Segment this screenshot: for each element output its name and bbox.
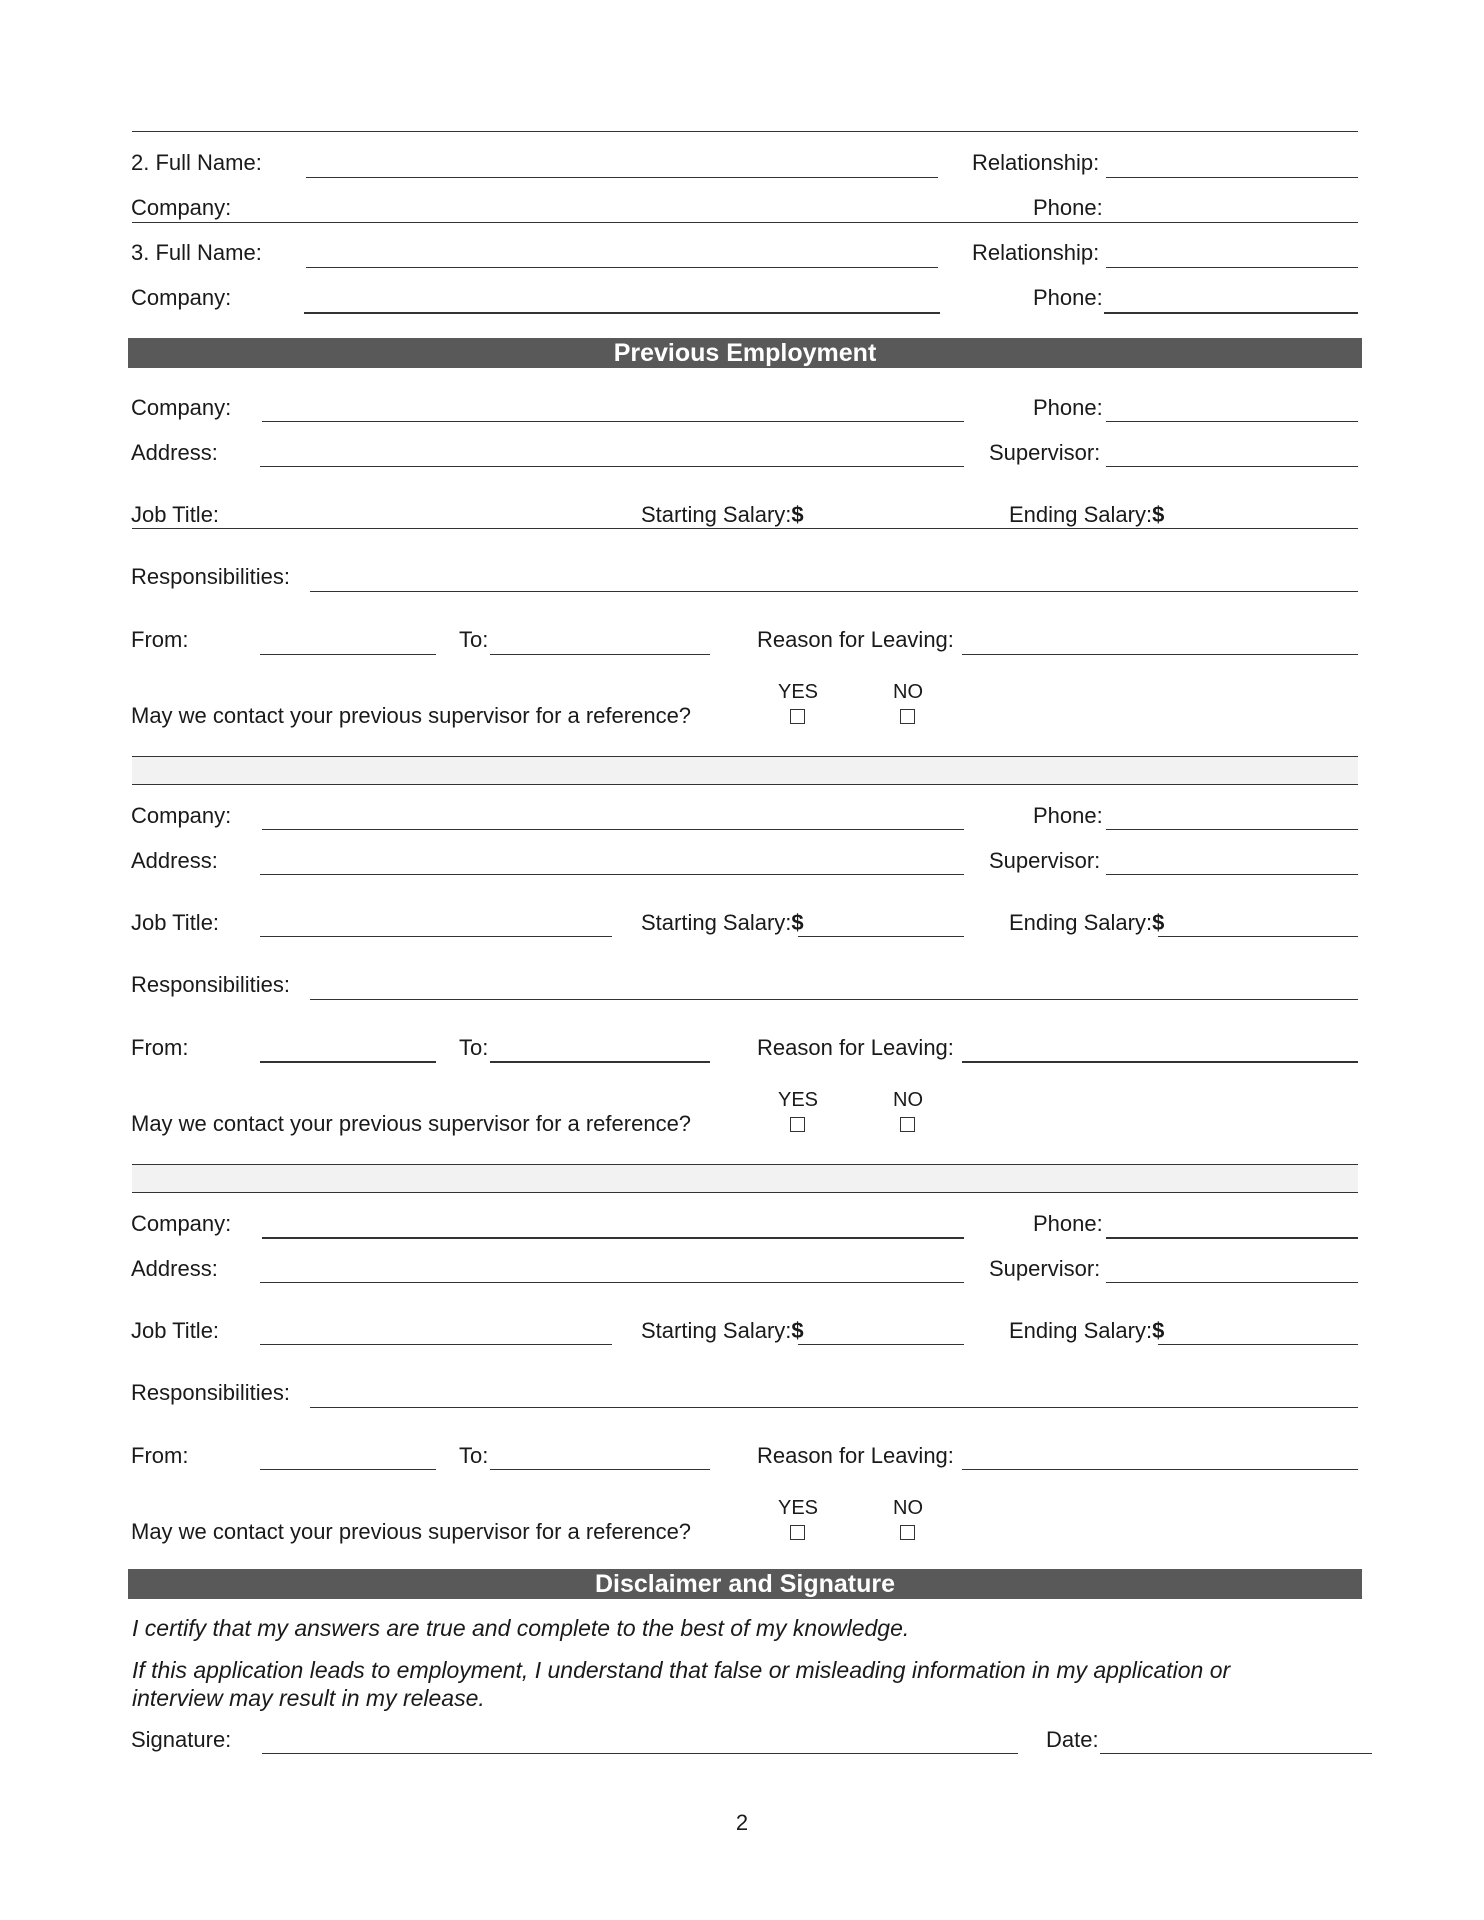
emp1-reason-label: Reason for Leaving: xyxy=(757,627,954,652)
emp1-responsibilities-field[interactable] xyxy=(310,591,1358,592)
date-field[interactable] xyxy=(1100,1753,1372,1754)
emp1-ending-salary-label: Ending Salary:$ xyxy=(1009,502,1165,527)
emp2-from-field[interactable] xyxy=(260,1061,436,1063)
emp3-reason-field[interactable] xyxy=(962,1469,1358,1470)
emp1-job-title-label: Job Title: xyxy=(131,502,220,527)
emp3-ending-salary-label: Ending Salary:$ xyxy=(1009,1318,1165,1343)
emp3-phone-label: Phone: xyxy=(1033,1211,1103,1236)
emp3-starting-salary-field[interactable] xyxy=(798,1344,964,1345)
emp1-contact-yes-checkbox[interactable] xyxy=(790,709,805,724)
ref3-phone-field[interactable] xyxy=(1104,312,1358,314)
emp2-responsibilities-field[interactable] xyxy=(310,999,1358,1000)
emp2-from-label: From: xyxy=(131,1035,189,1060)
emp1-reason-field[interactable] xyxy=(962,654,1358,655)
emp3-contact-question: May we contact your previous supervisor for a reference? xyxy=(131,1519,692,1544)
emp3-to-label: To: xyxy=(459,1443,489,1468)
emp1-company-label: Company: xyxy=(131,395,232,420)
emp2-reason-label: Reason for Leaving: xyxy=(757,1035,954,1060)
ref2-full-name-label: 2. Full Name: xyxy=(131,150,262,175)
emp2-address-field[interactable] xyxy=(260,874,964,875)
emp1-supervisor-label: Supervisor: xyxy=(989,440,1101,465)
emp2-job-title-field[interactable] xyxy=(260,936,612,937)
emp2-no-label: NO xyxy=(893,1089,923,1111)
emp3-responsibilities-field[interactable] xyxy=(310,1407,1358,1408)
emp2-address-label: Address: xyxy=(131,848,218,873)
emp3-from-label: From: xyxy=(131,1443,189,1468)
ref3-full-name-label: 3. Full Name: xyxy=(131,240,262,265)
emp2-starting-salary-field[interactable] xyxy=(798,936,964,937)
ref2-company-field[interactable] xyxy=(132,222,1358,223)
emp3-to-field[interactable] xyxy=(490,1469,710,1470)
emp1-address-field[interactable] xyxy=(260,466,964,467)
ref3-full-name-field[interactable] xyxy=(306,267,938,268)
emp1-from-field[interactable] xyxy=(260,654,436,655)
emp1-phone-label: Phone: xyxy=(1033,395,1103,420)
emp1-job-salary-field[interactable] xyxy=(132,528,1358,529)
emp3-address-label: Address: xyxy=(131,1256,218,1281)
emp3-ending-salary-field[interactable] xyxy=(1158,1344,1358,1345)
emp1-address-label: Address: xyxy=(131,440,218,465)
emp2-company-label: Company: xyxy=(131,803,232,828)
top-divider xyxy=(132,131,1358,132)
emp2-phone-field[interactable] xyxy=(1106,829,1358,830)
emp3-supervisor-label: Supervisor: xyxy=(989,1256,1101,1281)
emp1-company-field[interactable] xyxy=(262,421,964,422)
emp3-supervisor-field[interactable] xyxy=(1106,1282,1358,1283)
date-label: Date: xyxy=(1046,1727,1099,1752)
emp2-company-field[interactable] xyxy=(262,829,964,830)
emp2-to-field[interactable] xyxy=(490,1061,710,1063)
emp3-company-field[interactable] xyxy=(262,1237,964,1239)
emp1-to-field[interactable] xyxy=(490,654,710,655)
emp1-from-label: From: xyxy=(131,627,189,652)
emp2-responsibilities-label: Responsibilities: xyxy=(131,972,290,997)
disclaimer-statement-2-line-2: interview may result in my release. xyxy=(132,1685,485,1711)
signature-field[interactable] xyxy=(262,1753,1018,1754)
emp2-yes-label: YES xyxy=(777,1089,819,1111)
emp1-no-label: NO xyxy=(893,681,923,703)
ref2-relationship-label: Relationship: xyxy=(972,150,1100,175)
ref3-phone-label: Phone: xyxy=(1033,285,1103,310)
disclaimer-statement-1: I certify that my answers are true and complete to the best of my knowledge. xyxy=(132,1615,910,1641)
emp2-contact-yes-checkbox[interactable] xyxy=(790,1117,805,1132)
emp2-job-title-label: Job Title: xyxy=(131,910,220,935)
emp3-job-title-label: Job Title: xyxy=(131,1318,220,1343)
emp3-reason-label: Reason for Leaving: xyxy=(757,1443,954,1468)
emp2-ending-salary-field[interactable] xyxy=(1158,936,1358,937)
ref2-full-name-field[interactable] xyxy=(306,177,938,178)
emp3-contact-no-checkbox[interactable] xyxy=(900,1525,915,1540)
emp3-company-label: Company: xyxy=(131,1211,232,1236)
disclaimer-header: Disclaimer and Signature xyxy=(128,1569,1362,1599)
ref3-company-label: Company: xyxy=(131,285,232,310)
ref2-relationship-field[interactable] xyxy=(1106,177,1358,178)
entry-separator-2 xyxy=(132,1164,1358,1193)
disclaimer-statement-2-line-1: If this application leads to employment, I understand that false or misleading information in my application or xyxy=(132,1657,1231,1683)
emp1-phone-field[interactable] xyxy=(1106,421,1358,422)
emp2-to-label: To: xyxy=(459,1035,489,1060)
emp1-contact-no-checkbox[interactable] xyxy=(900,709,915,724)
ref2-phone-label: Phone: xyxy=(1033,195,1103,220)
emp2-contact-question: May we contact your previous supervisor for a reference? xyxy=(131,1111,692,1136)
signature-label: Signature: xyxy=(131,1727,232,1752)
emp2-ending-salary-label: Ending Salary:$ xyxy=(1009,910,1165,935)
ref2-company-label: Company: xyxy=(131,195,232,220)
ref3-relationship-label: Relationship: xyxy=(972,240,1100,265)
emp2-contact-no-checkbox[interactable] xyxy=(900,1117,915,1132)
page-number: 2 xyxy=(735,1810,749,1835)
emp3-from-field[interactable] xyxy=(260,1469,436,1470)
emp1-to-label: To: xyxy=(459,627,489,652)
emp1-contact-question: May we contact your previous supervisor for a reference? xyxy=(131,703,692,728)
emp2-starting-salary-label: Starting Salary:$ xyxy=(641,910,804,935)
ref3-relationship-field[interactable] xyxy=(1106,267,1358,268)
ref3-company-field[interactable] xyxy=(304,312,940,314)
emp1-supervisor-field[interactable] xyxy=(1106,466,1358,467)
emp3-starting-salary-label: Starting Salary:$ xyxy=(641,1318,804,1343)
emp2-phone-label: Phone: xyxy=(1033,803,1103,828)
entry-separator-1 xyxy=(132,756,1358,785)
emp3-job-title-field[interactable] xyxy=(260,1344,612,1345)
emp2-supervisor-field[interactable] xyxy=(1106,874,1358,875)
emp1-starting-salary-label: Starting Salary:$ xyxy=(641,502,804,527)
emp2-reason-field[interactable] xyxy=(962,1061,1358,1063)
emp2-supervisor-label: Supervisor: xyxy=(989,848,1101,873)
emp3-phone-field[interactable] xyxy=(1106,1237,1358,1239)
emp3-no-label: NO xyxy=(893,1497,923,1519)
emp3-yes-label: YES xyxy=(777,1497,819,1519)
emp3-address-field[interactable] xyxy=(260,1282,964,1283)
previous-employment-header: Previous Employment xyxy=(128,338,1362,368)
emp3-contact-yes-checkbox[interactable] xyxy=(790,1525,805,1540)
emp3-responsibilities-label: Responsibilities: xyxy=(131,1380,290,1405)
emp1-yes-label: YES xyxy=(777,681,819,703)
emp1-responsibilities-label: Responsibilities: xyxy=(131,564,290,589)
